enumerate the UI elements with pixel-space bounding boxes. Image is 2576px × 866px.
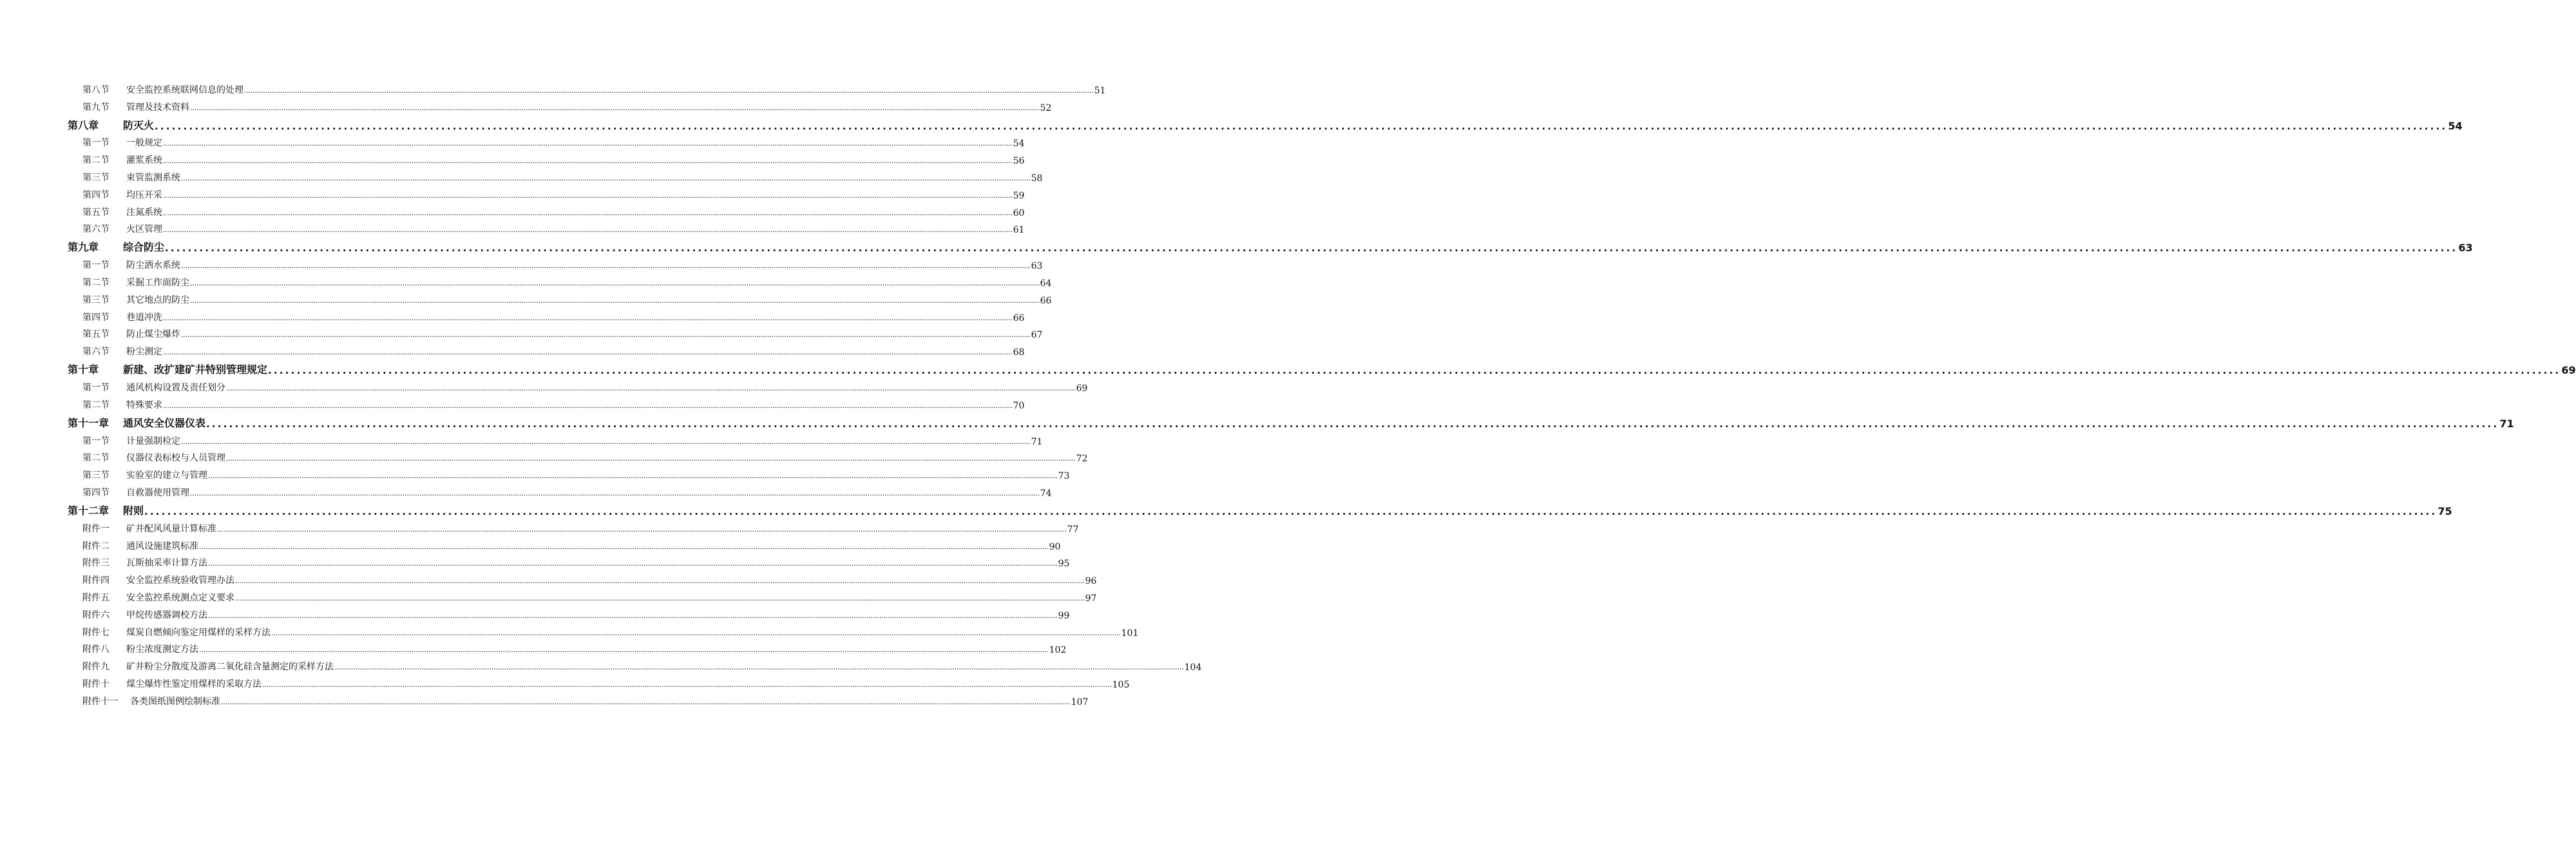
dot-leader: ................................................................................................................................................................................................................................................................................................................................................................................................................: [271, 628, 1121, 637]
toc-page-number: 69: [1076, 383, 1088, 394]
toc-section-row[interactable]: [0, 673, 1130, 690]
toc-entry-label: 第八章: [68, 119, 99, 131]
toc-entry-label: 附件六: [82, 610, 110, 621]
toc-page-number: 51: [1094, 85, 1106, 96]
toc-chapter-row[interactable]: [0, 113, 2463, 132]
toc-entry-title: 防尘洒水系统: [126, 260, 180, 271]
dot-leader: ................................................................................................................................................................................................................................................................................................................................................................................................................: [226, 383, 1076, 392]
toc-entry-label: 附件八: [82, 644, 110, 655]
dot-leader: ................................................................................................................................................................................................................................................................................................................................................................................................................: [206, 418, 2499, 430]
toc-page-number: 54: [2448, 119, 2463, 132]
toc-entry-label: 第一节: [82, 382, 110, 393]
toc-entry-title: 煤炭自燃倾向鉴定用煤样的采样方法: [126, 627, 271, 638]
toc-section-row[interactable]: [0, 517, 1079, 535]
toc-section-row[interactable]: [0, 132, 1025, 149]
toc-section-row[interactable]: [0, 535, 1061, 552]
dot-leader: ................................................................................................................................................................................................................................................................................................................................................................................................................: [181, 173, 1031, 182]
toc-entry-label: 第二节: [82, 155, 110, 166]
dot-leader: ................................................................................................................................................................................................................................................................................................................................................................................................................: [262, 680, 1112, 689]
toc-entry-label: 第六节: [82, 224, 110, 235]
toc-page-number: 75: [2438, 505, 2452, 517]
toc-entry-title: 仪器仪表标校与人员管理: [126, 453, 225, 464]
dot-leader: ................................................................................................................................................................................................................................................................................................................................................................................................................: [190, 488, 1040, 497]
toc-page-number: 60: [1013, 207, 1025, 218]
toc-entry-label: 第十章: [68, 363, 99, 376]
toc-page-number: 59: [1013, 190, 1025, 201]
toc-entry-title: 实验室的建立与管理: [126, 470, 207, 481]
dot-leader: ................................................................................................................................................................................................................................................................................................................................................................................................................: [226, 454, 1076, 463]
toc-page-number: 73: [1058, 471, 1070, 482]
dot-leader: ................................................................................................................................................................................................................................................................................................................................................................................................................: [181, 437, 1031, 446]
toc-section-row[interactable]: [0, 394, 1025, 411]
toc-entry-label: 第三节: [82, 294, 110, 305]
toc-page-number: 66: [1013, 313, 1025, 323]
toc-entry-title: 均压开采: [126, 189, 162, 200]
toc-entry-title: 新建、改扩建矿井特别管理规定: [123, 363, 268, 376]
toc-entry-label: 附件九: [82, 662, 110, 673]
dot-leader: ................................................................................................................................................................................................................................................................................................................................................................................................................: [334, 663, 1184, 672]
dot-leader: ................................................................................................................................................................................................................................................................................................................................................................................................................: [217, 524, 1067, 534]
toc-entry-label: 第六节: [82, 347, 110, 358]
toc-section-row[interactable]: [0, 447, 1088, 465]
toc-entry-title: 管理及技术资料: [126, 102, 189, 113]
toc-entry-label: 第四节: [82, 312, 110, 323]
toc-page-number: 68: [1013, 347, 1025, 358]
toc-entry-label: 第十二章: [68, 504, 110, 517]
toc-entry-title: 通风安全仪器仪表: [123, 416, 206, 429]
toc-entry-title: 矿井配风风量计算标准: [126, 523, 216, 534]
toc-section-row[interactable]: [0, 586, 1097, 604]
toc-entry-label: 第四节: [82, 189, 110, 200]
toc-page-number: 99: [1058, 610, 1070, 621]
toc-section-row[interactable]: [0, 655, 1202, 673]
toc-section-row[interactable]: [0, 218, 1025, 236]
toc-entry-title: 自救器使用管理: [126, 487, 189, 498]
toc-page-number: 90: [1049, 541, 1061, 552]
toc-entry-label: 附件一: [82, 523, 110, 534]
table-of-contents: [0, 79, 2576, 707]
toc-entry-title: 煤尘爆炸性鉴定用煤样的采取方法: [126, 678, 262, 689]
toc-section-row[interactable]: [0, 639, 1067, 656]
toc-page-number: 72: [1076, 454, 1088, 465]
dot-leader: ................................................................................................................................................................................................................................................................................................................................................................................................................: [163, 313, 1013, 322]
dot-leader: ................................................................................................................................................................................................................................................................................................................................................................................................................: [163, 348, 1013, 357]
toc-page-number: 66: [1040, 295, 1052, 306]
toc-entry-title: 灌浆系统: [126, 155, 162, 166]
dot-leader: ................................................................................................................................................................................................................................................................................................................................................................................................................: [190, 278, 1040, 287]
dot-leader: ................................................................................................................................................................................................................................................................................................................................................................................................................: [163, 208, 1013, 217]
toc-entry-title: 粉尘浓度测定方法: [126, 644, 198, 655]
toc-section-row[interactable]: [0, 621, 1139, 639]
dot-leader: ................................................................................................................................................................................................................................................................................................................................................................................................................: [244, 86, 1094, 95]
toc-section-row[interactable]: [0, 96, 1052, 113]
dot-leader: ................................................................................................................................................................................................................................................................................................................................................................................................................: [199, 646, 1049, 655]
toc-entry-title: 粉尘测定: [126, 347, 162, 358]
toc-page-number: 71: [2499, 417, 2514, 430]
toc-section-row[interactable]: [0, 79, 1106, 96]
toc-page-number: 71: [1031, 436, 1043, 447]
dot-leader: ................................................................................................................................................................................................................................................................................................................................................................................................................: [235, 577, 1085, 586]
toc-section-row[interactable]: [0, 430, 1043, 447]
toc-entry-label: 第二节: [82, 277, 110, 288]
toc-entry-label: 第三节: [82, 172, 110, 183]
toc-entry-title: 矿井粉尘分散度及游离二氧化硅含量测定的采样方法: [126, 662, 334, 673]
toc-section-row[interactable]: [0, 340, 1025, 358]
dot-leader: ................................................................................................................................................................................................................................................................................................................................................................................................................: [165, 242, 2458, 255]
toc-chapter-row[interactable]: [0, 411, 2514, 430]
toc-entry-label: 第一节: [82, 436, 110, 447]
toc-entry-label: 第四节: [82, 487, 110, 498]
toc-page-number: 64: [1040, 278, 1052, 289]
toc-entry-title: 束管监测系统: [126, 172, 180, 183]
toc-entry-title: 甲烷传感器调校方法: [126, 610, 207, 621]
dot-leader: ................................................................................................................................................................................................................................................................................................................................................................................................................: [163, 139, 1013, 148]
toc-page-number: 70: [1013, 400, 1025, 411]
toc-entry-title: 采掘工作面防尘: [126, 277, 189, 288]
dot-leader: ................................................................................................................................................................................................................................................................................................................................................................................................................: [208, 611, 1058, 620]
toc-entry-label: 第五节: [82, 207, 110, 218]
toc-page-number: 54: [1013, 139, 1025, 149]
toc-entry-label: 附件五: [82, 592, 110, 603]
dot-leader: ................................................................................................................................................................................................................................................................................................................................................................................................................: [190, 296, 1040, 305]
dot-leader: ................................................................................................................................................................................................................................................................................................................................................................................................................: [208, 559, 1058, 568]
toc-page-number: 63: [1031, 261, 1043, 272]
toc-page-number: 105: [1112, 679, 1130, 690]
toc-page-number: 61: [1013, 225, 1025, 236]
toc-entry-title: 火区管理: [126, 224, 162, 235]
toc-page-number: 95: [1058, 559, 1070, 570]
toc-page-number: 74: [1040, 488, 1052, 499]
toc-entry-label: 第一节: [82, 138, 110, 149]
toc-entry-label: 第三节: [82, 470, 110, 481]
toc-page-number: 97: [1085, 593, 1097, 604]
dot-leader: ................................................................................................................................................................................................................................................................................................................................................................................................................: [221, 697, 1071, 706]
toc-section-row[interactable]: [0, 690, 1089, 707]
toc-page-number: 69: [2561, 364, 2576, 377]
toc-page-number: 56: [1013, 156, 1025, 167]
dot-leader: ................................................................................................................................................................................................................................................................................................................................................................................................................: [155, 120, 2448, 132]
toc-entry-title: 安全监控系统测点定义要求: [126, 592, 234, 603]
toc-section-row[interactable]: [0, 306, 1025, 323]
toc-entry-label: 第九章: [68, 241, 99, 254]
dot-leader: ................................................................................................................................................................................................................................................................................................................................................................................................................: [190, 103, 1040, 112]
toc-entry-title: 综合防尘: [123, 241, 165, 254]
toc-entry-title: 计量强制检定: [126, 436, 180, 447]
toc-chapter-row[interactable]: [0, 358, 2576, 377]
toc-entry-title: 一般规定: [126, 138, 162, 149]
toc-entry-title: 各类图纸图例绘制标准: [130, 696, 220, 707]
toc-entry-title: 瓦斯抽采率计算方法: [126, 558, 207, 569]
dot-leader: ................................................................................................................................................................................................................................................................................................................................................................................................................: [208, 472, 1058, 481]
toc-entry-label: 第二节: [82, 399, 110, 410]
dot-leader: ................................................................................................................................................................................................................................................................................................................................................................................................................: [163, 157, 1013, 166]
dot-leader: ................................................................................................................................................................................................................................................................................................................................................................................................................: [268, 365, 2561, 377]
toc-entry-label: 第九节: [82, 102, 110, 113]
toc-section-row[interactable]: [0, 604, 1070, 621]
toc-chapter-row[interactable]: [0, 235, 2473, 255]
toc-section-row[interactable]: [0, 323, 1043, 341]
toc-entry-label: 附件十: [82, 678, 110, 689]
toc-section-row[interactable]: [0, 552, 1070, 570]
dot-leader: ................................................................................................................................................................................................................................................................................................................................................................................................................: [144, 505, 2438, 517]
toc-page-number: 102: [1049, 645, 1067, 656]
toc-entry-label: 第一节: [82, 260, 110, 271]
toc-section-row[interactable]: [0, 149, 1025, 167]
toc-section-row[interactable]: [0, 166, 1043, 184]
toc-entry-title: 巷道冲洗: [126, 312, 162, 323]
toc-page-number: 63: [2458, 242, 2473, 255]
dot-leader: ................................................................................................................................................................................................................................................................................................................................................................................................................: [163, 226, 1013, 235]
toc-section-row[interactable]: [0, 254, 1043, 272]
toc-entry-title: 通风设施建筑标准: [126, 541, 198, 552]
dot-leader: ................................................................................................................................................................................................................................................................................................................................................................................................................: [163, 401, 1013, 410]
toc-section-row[interactable]: [0, 271, 1052, 289]
toc-entry-title: 注氮系统: [126, 207, 162, 218]
dot-leader: ................................................................................................................................................................................................................................................................................................................................................................................................................: [199, 542, 1049, 551]
toc-entry-label: 附件二: [82, 541, 110, 552]
toc-entry-label: 附件四: [82, 575, 110, 586]
toc-entry-title: 安全监控系统验收管理办法: [126, 575, 234, 586]
dot-leader: ................................................................................................................................................................................................................................................................................................................................................................................................................: [235, 593, 1085, 602]
toc-section-row[interactable]: [0, 481, 1052, 499]
toc-chapter-row[interactable]: [0, 499, 2452, 517]
toc-entry-label: 第十一章: [68, 416, 110, 429]
toc-entry-label: 第八节: [82, 84, 110, 95]
toc-section-row[interactable]: [0, 289, 1052, 306]
toc-entry-label: 第五节: [82, 329, 110, 340]
toc-page-number: 101: [1121, 628, 1139, 639]
toc-entry-title: 安全监控系统联网信息的处理: [126, 84, 243, 95]
toc-entry-title: 其它地点的防尘: [126, 294, 189, 305]
toc-page-number: 96: [1085, 576, 1097, 587]
toc-section-row[interactable]: [0, 184, 1025, 201]
toc-entry-title: 附则: [123, 504, 144, 517]
toc-page-number: 77: [1067, 524, 1079, 535]
toc-page-number: 58: [1031, 173, 1043, 184]
toc-entry-title: 特殊要求: [126, 399, 162, 410]
toc-entry-title: 防止煤尘爆炸: [126, 329, 180, 340]
toc-entry-title: 防灭火: [123, 119, 155, 131]
toc-entry-title: 通风机构设置及责任划分: [126, 382, 225, 393]
toc-entry-label: 第二节: [82, 453, 110, 464]
toc-section-row[interactable]: [0, 376, 1088, 394]
dot-leader: ................................................................................................................................................................................................................................................................................................................................................................................................................: [181, 262, 1031, 271]
toc-section-row[interactable]: [0, 464, 1070, 482]
toc-page-number: 107: [1071, 697, 1089, 707]
dot-leader: ................................................................................................................................................................................................................................................................................................................................................................................................................: [181, 331, 1031, 340]
dot-leader: ................................................................................................................................................................................................................................................................................................................................................................................................................: [163, 191, 1013, 200]
toc-entry-label: 附件三: [82, 558, 110, 569]
toc-section-row[interactable]: [0, 569, 1097, 587]
toc-page-number: 104: [1184, 662, 1202, 673]
toc-entry-label: 附件十一: [82, 696, 119, 707]
toc-section-row[interactable]: [0, 201, 1025, 218]
toc-page-number: 67: [1031, 330, 1043, 341]
toc-entry-label: 附件七: [82, 627, 110, 638]
toc-page-number: 52: [1040, 102, 1052, 113]
